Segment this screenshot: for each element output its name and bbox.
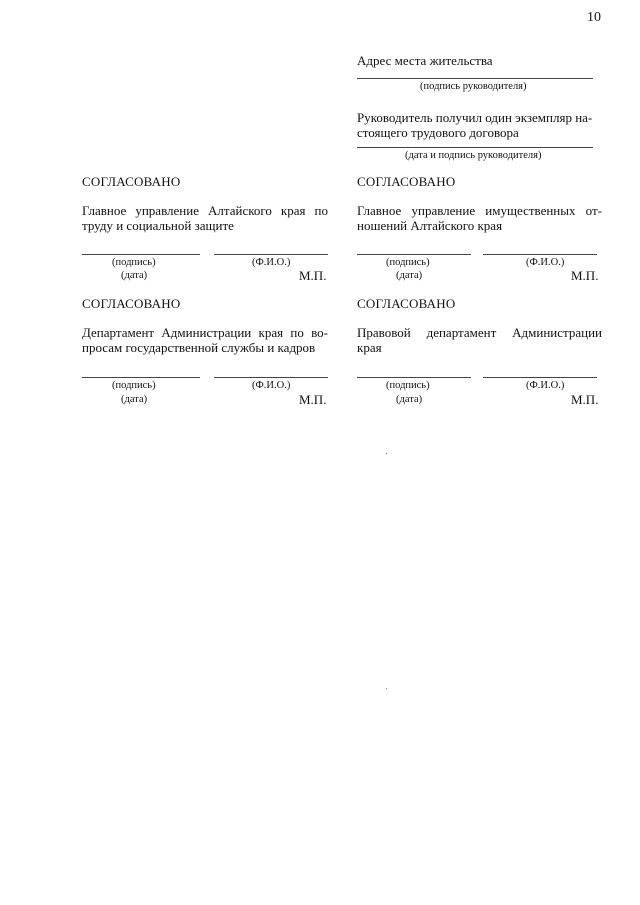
- name-caption: (Ф.И.О.): [252, 380, 291, 391]
- date-signature-line: [357, 147, 593, 148]
- stamp-mark: М.П.: [299, 392, 327, 407]
- address-label: Адрес места жительства: [357, 53, 493, 68]
- receipt-line-1: Руководитель получил один экземпляр на-: [357, 110, 593, 125]
- name-line: [483, 254, 597, 255]
- stamp-mark: М.П.: [571, 392, 599, 407]
- name-line: [214, 254, 328, 255]
- date-caption: (дата): [396, 394, 423, 405]
- stamp-mark: М.П.: [571, 268, 599, 283]
- approval-heading: СОГЛАСОВАНО: [357, 174, 456, 189]
- signature-line: [357, 254, 471, 255]
- name-line: [483, 377, 597, 378]
- date-caption: (дата): [396, 270, 423, 281]
- signature-line: [82, 377, 200, 378]
- signature-caption: (подпись): [386, 257, 430, 268]
- organization-line-2: труду и социальной защите: [82, 218, 234, 233]
- date-caption: (дата): [121, 394, 148, 405]
- signature-line: [357, 377, 471, 378]
- stamp-mark: М.П.: [299, 268, 327, 283]
- signature-caption: (подпись): [386, 380, 430, 391]
- organization-line-1: Правовой департамент Администрации: [357, 325, 602, 340]
- receipt-line-2: стоящего трудового договора: [357, 125, 519, 140]
- signature-caption: (подпись): [112, 380, 156, 391]
- name-line: [214, 377, 328, 378]
- organization-line-1: Департамент Администрации края по во-: [82, 325, 328, 340]
- name-caption: (Ф.И.О.): [252, 257, 291, 268]
- approval-heading: СОГЛАСОВАНО: [357, 296, 456, 311]
- name-caption: (Ф.И.О.): [526, 257, 565, 268]
- organization-line-1: Главное управление Алтайского края по: [82, 203, 328, 218]
- organization-line-2: края: [357, 340, 382, 355]
- date-signature-caption: (дата и подпись руководителя): [405, 150, 542, 161]
- organization-line-2: просам государственной службы и кадров: [82, 340, 316, 355]
- signature-caption: (подпись руководителя): [420, 81, 527, 92]
- approval-heading: СОГЛАСОВАНО: [82, 296, 181, 311]
- address-signature-line: [357, 78, 593, 79]
- organization-line-2: ношений Алтайского края: [357, 218, 503, 233]
- approval-heading: СОГЛАСОВАНО: [82, 174, 181, 189]
- name-caption: (Ф.И.О.): [526, 380, 565, 391]
- date-caption: (дата): [121, 270, 148, 281]
- signature-line: [82, 254, 200, 255]
- page-number: 10: [587, 10, 601, 25]
- signature-caption: (подпись): [112, 257, 156, 268]
- scan-speck: [386, 688, 387, 689]
- scan-speck: [386, 453, 387, 454]
- organization-line-1: Главное управление имущественных от-: [357, 203, 602, 218]
